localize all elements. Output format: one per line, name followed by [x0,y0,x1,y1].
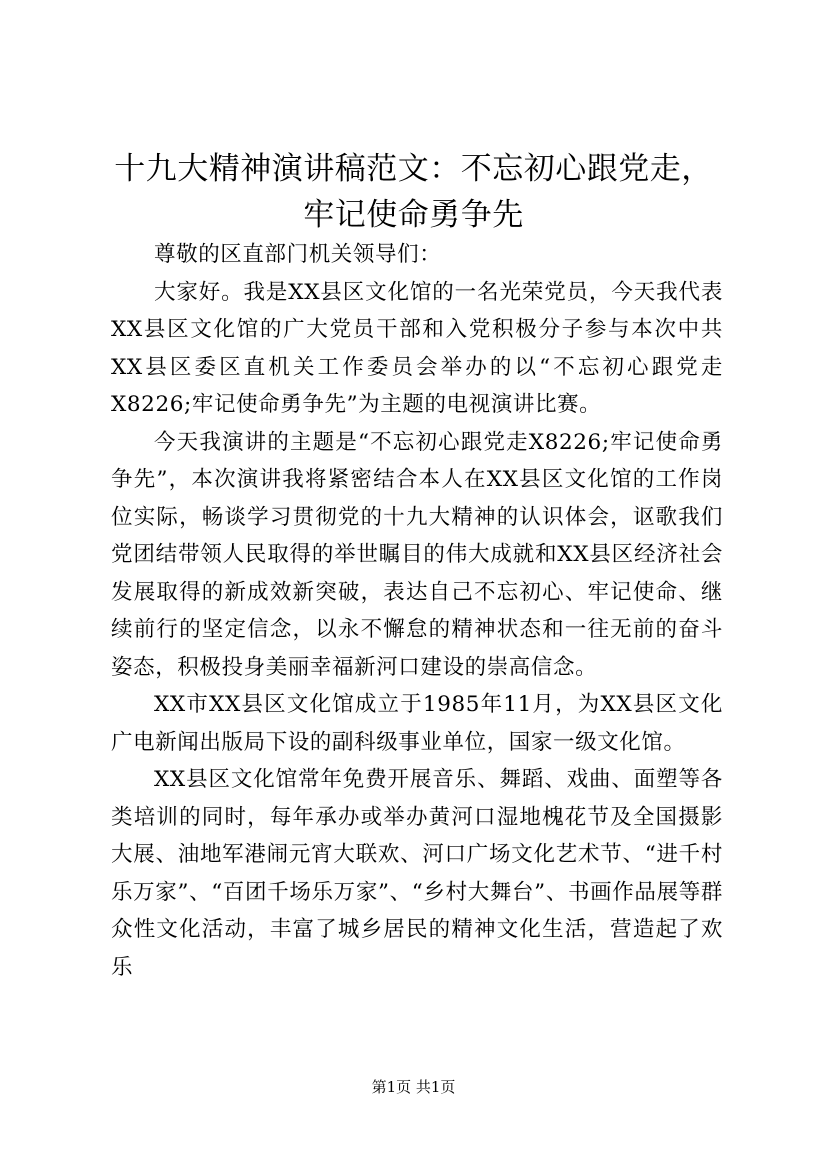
paragraph-speech-theme: 今天我演讲的主题是“不忘初心跟党走X8226;牢记使命勇争先”，本次演讲我将紧密结合本人在XX县区文化馆的工作岗位实际，畅谈学习贯彻党的十九大精神的认识体会，讴歌我们党团结带领人民取得的举世瞩目的伟大成就和XX县区经济社会发展取得的新成效新突破，表达自己不忘初心、牢记使命、继续前行的坚定信念，以永不懈怠的精神状态和一往无前的奋斗姿态，积极投身美丽幸福新河口建设的崇高信念。 [111,429,723,680]
document-title: 十九大精神演讲稿范文：不忘初心跟党走，牢记使命勇争先 [114,151,713,233]
paragraph-salutation: 尊敬的区直部门机关领导们： [154,242,442,267]
paragraph-museum-history: XX市XX县区文化馆成立于1985年11月，为XX县区文化广电新闻出版局下设的副科级事业单位，国家一级文化馆。 [111,692,723,755]
document-body [111,236,723,986]
paragraph-activities: XX县区文化馆常年免费开展音乐、舞蹈、戏曲、面塑等各类培训的同时，每年承办或举办黄河口湿地槐花节及全国摄影大展、油地军港闹元宵大联欢、河口广场文化艺术节、“进千村乐万家”、“百团千场乐万家”、“乡村大舞台”、书画作品展等群众性文化活动，丰富了城乡居民的精神文化生活，营造起了欢乐 [111,767,723,980]
paragraph-introduction: 大家好。我是XX县区文化馆的一名光荣党员，今天我代表XX县区文化馆的广大党员干部和入党积极分子参与本次中共XX县区委区直机关工作委员会举办的以“不忘初心跟党走X8226;牢记使命勇争先”为主题的电视演讲比赛。 [111,279,723,417]
page-footer: 第1页 共1页 [371,1078,456,1096]
